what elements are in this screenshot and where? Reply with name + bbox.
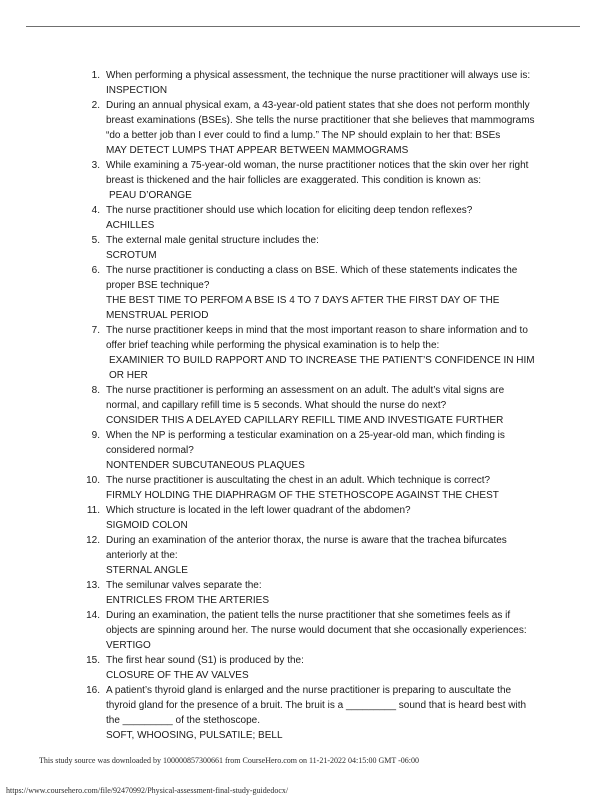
question-number: 11. (86, 505, 100, 516)
question-number: 13. (86, 580, 100, 591)
answer-text: SCROTUM (106, 250, 157, 261)
top-divider (26, 26, 580, 27)
answer-text: NONTENDER SUBCUTANEOUS PLAQUES (106, 460, 305, 471)
question-text: A patient’s thyroid gland is enlarged and the nurse practitioner is preparing to auscultate the thyroid gland for the presence of a bruit. The bruit is a _________ sound that is heard best with the _________ of the stethoscope. (106, 685, 527, 726)
question-item (80, 578, 540, 608)
question-text: The external male genital structure includes the: (106, 235, 319, 246)
question-text: When the NP is performing a testicular examination on a 25-year-old man, which finding is considered normal? (106, 430, 505, 456)
question-item (80, 263, 540, 323)
answer-text: EXAMINIER TO BUILD RAPPORT AND TO INCREASE THE PATIENT’S CONFIDENCE IN HIM OR HER (109, 355, 535, 381)
question-item (80, 323, 540, 383)
question-text: Which structure is located in the left lower quadrant of the abdomen? (106, 505, 411, 516)
question-number: 3. (91, 160, 100, 171)
question-number: 16. (86, 685, 100, 696)
question-text: When performing a physical assessment, the technique the nurse practitioner will always use is: (106, 70, 531, 81)
answer-text: MAY DETECT LUMPS THAT APPEAR BETWEEN MAMMOGRAMS (106, 145, 409, 156)
question-text: The nurse practitioner keeps in mind that the most important reason to share information and to offer brief teaching while performing the physical examination is to help the: (106, 325, 528, 351)
question-item (80, 473, 540, 503)
question-item (80, 383, 540, 428)
question-number: 1. (91, 70, 100, 81)
question-item (80, 608, 540, 653)
question-item (80, 98, 540, 158)
question-item (80, 203, 540, 233)
answer-text: VERTIGO (106, 640, 151, 651)
question-number: 7. (91, 325, 100, 336)
question-number: 10. (86, 475, 100, 486)
question-number: 6. (91, 265, 100, 276)
download-notice: This study source was downloaded by 100000857300661 from CourseHero.com on 11-21-2022 04:15:00 GMT -06:00 (39, 756, 419, 765)
question-number: 5. (91, 235, 100, 246)
question-item (80, 533, 540, 578)
answer-text: INSPECTION (106, 85, 168, 96)
answer-text: STERNAL ANGLE (106, 565, 188, 576)
question-number: 2. (91, 100, 100, 111)
question-item (80, 428, 540, 473)
question-text: The nurse practitioner is performing an assessment on an adult. The adult’s vital signs are normal, and capillary refill time is 5 seconds. What should the nurse do next? (106, 385, 505, 411)
answer-text: SOFT, WHOOSING, PULSATILE; BELL (106, 730, 283, 741)
question-number: 14. (86, 610, 100, 621)
source-url[interactable]: https://www.coursehero.com/file/92470992/Physical-assessment-final-study-guidedocx/ (6, 786, 289, 795)
question-text: The first hear sound (S1) is produced by the: (106, 655, 304, 666)
question-number: 4. (91, 205, 100, 216)
question-text: While examining a 75-year-old woman, the nurse practitioner notices that the skin over her right breast is thickened and the hair follicles are exaggerated. This condition is known as: (106, 160, 529, 186)
answer-text: ENTRICLES FROM THE ARTERIES (106, 595, 269, 606)
answer-text: FIRMLY HOLDING THE DIAPHRAGM OF THE STETHOSCOPE AGAINST THE CHEST (106, 490, 499, 501)
question-number: 8. (91, 385, 100, 396)
question-number: 9. (91, 430, 100, 441)
question-text: The nurse practitioner is conducting a class on BSE. Which of these statements indicates the proper BSE technique? (106, 265, 518, 291)
question-text: The nurse practitioner should use which location for eliciting deep tendon reflexes? (106, 205, 473, 216)
answer-text: CONSIDER THIS A DELAYED CAPILLARY REFILL TIME AND INVESTIGATE FURTHER (106, 415, 504, 426)
answer-text: ACHILLES (106, 220, 155, 231)
question-text: During an examination, the patient tells the nurse practitioner that she sometimes feels as if objects are spinning around her. The nurse would document that she occasionally experiences: (106, 610, 527, 636)
question-item (80, 68, 540, 98)
question-number: 15. (86, 655, 100, 666)
question-item (80, 503, 540, 533)
answer-text: THE BEST TIME TO PERFOM A BSE IS 4 TO 7 DAYS AFTER THE FIRST DAY OF THE MENSTRUAL PERIOD (106, 295, 500, 321)
question-item (80, 683, 540, 743)
question-list (80, 68, 540, 743)
answer-text: PEAU D’ORANGE (109, 190, 192, 201)
question-text: During an examination of the anterior thorax, the nurse is aware that the trachea bifurcates anteriorly at the: (106, 535, 507, 561)
question-text: During an annual physical exam, a 43-year-old patient states that she does not perform monthly breast examinations (BSEs). She tells the nurse practitioner that she believes that mammograms “do a better job than I ever could to find a lump.” The NP should explain to her that: BSEs (106, 100, 535, 141)
question-item (80, 233, 540, 263)
question-item (80, 158, 540, 203)
question-item (80, 653, 540, 683)
question-text: The nurse practitioner is auscultating the chest in an adult. Which technique is correct? (106, 475, 491, 486)
answer-text: SIGMOID COLON (106, 520, 188, 531)
answer-text: CLOSURE OF THE AV VALVES (106, 670, 249, 681)
question-number: 12. (86, 535, 100, 546)
question-text: The semilunar valves separate the: (106, 580, 262, 591)
